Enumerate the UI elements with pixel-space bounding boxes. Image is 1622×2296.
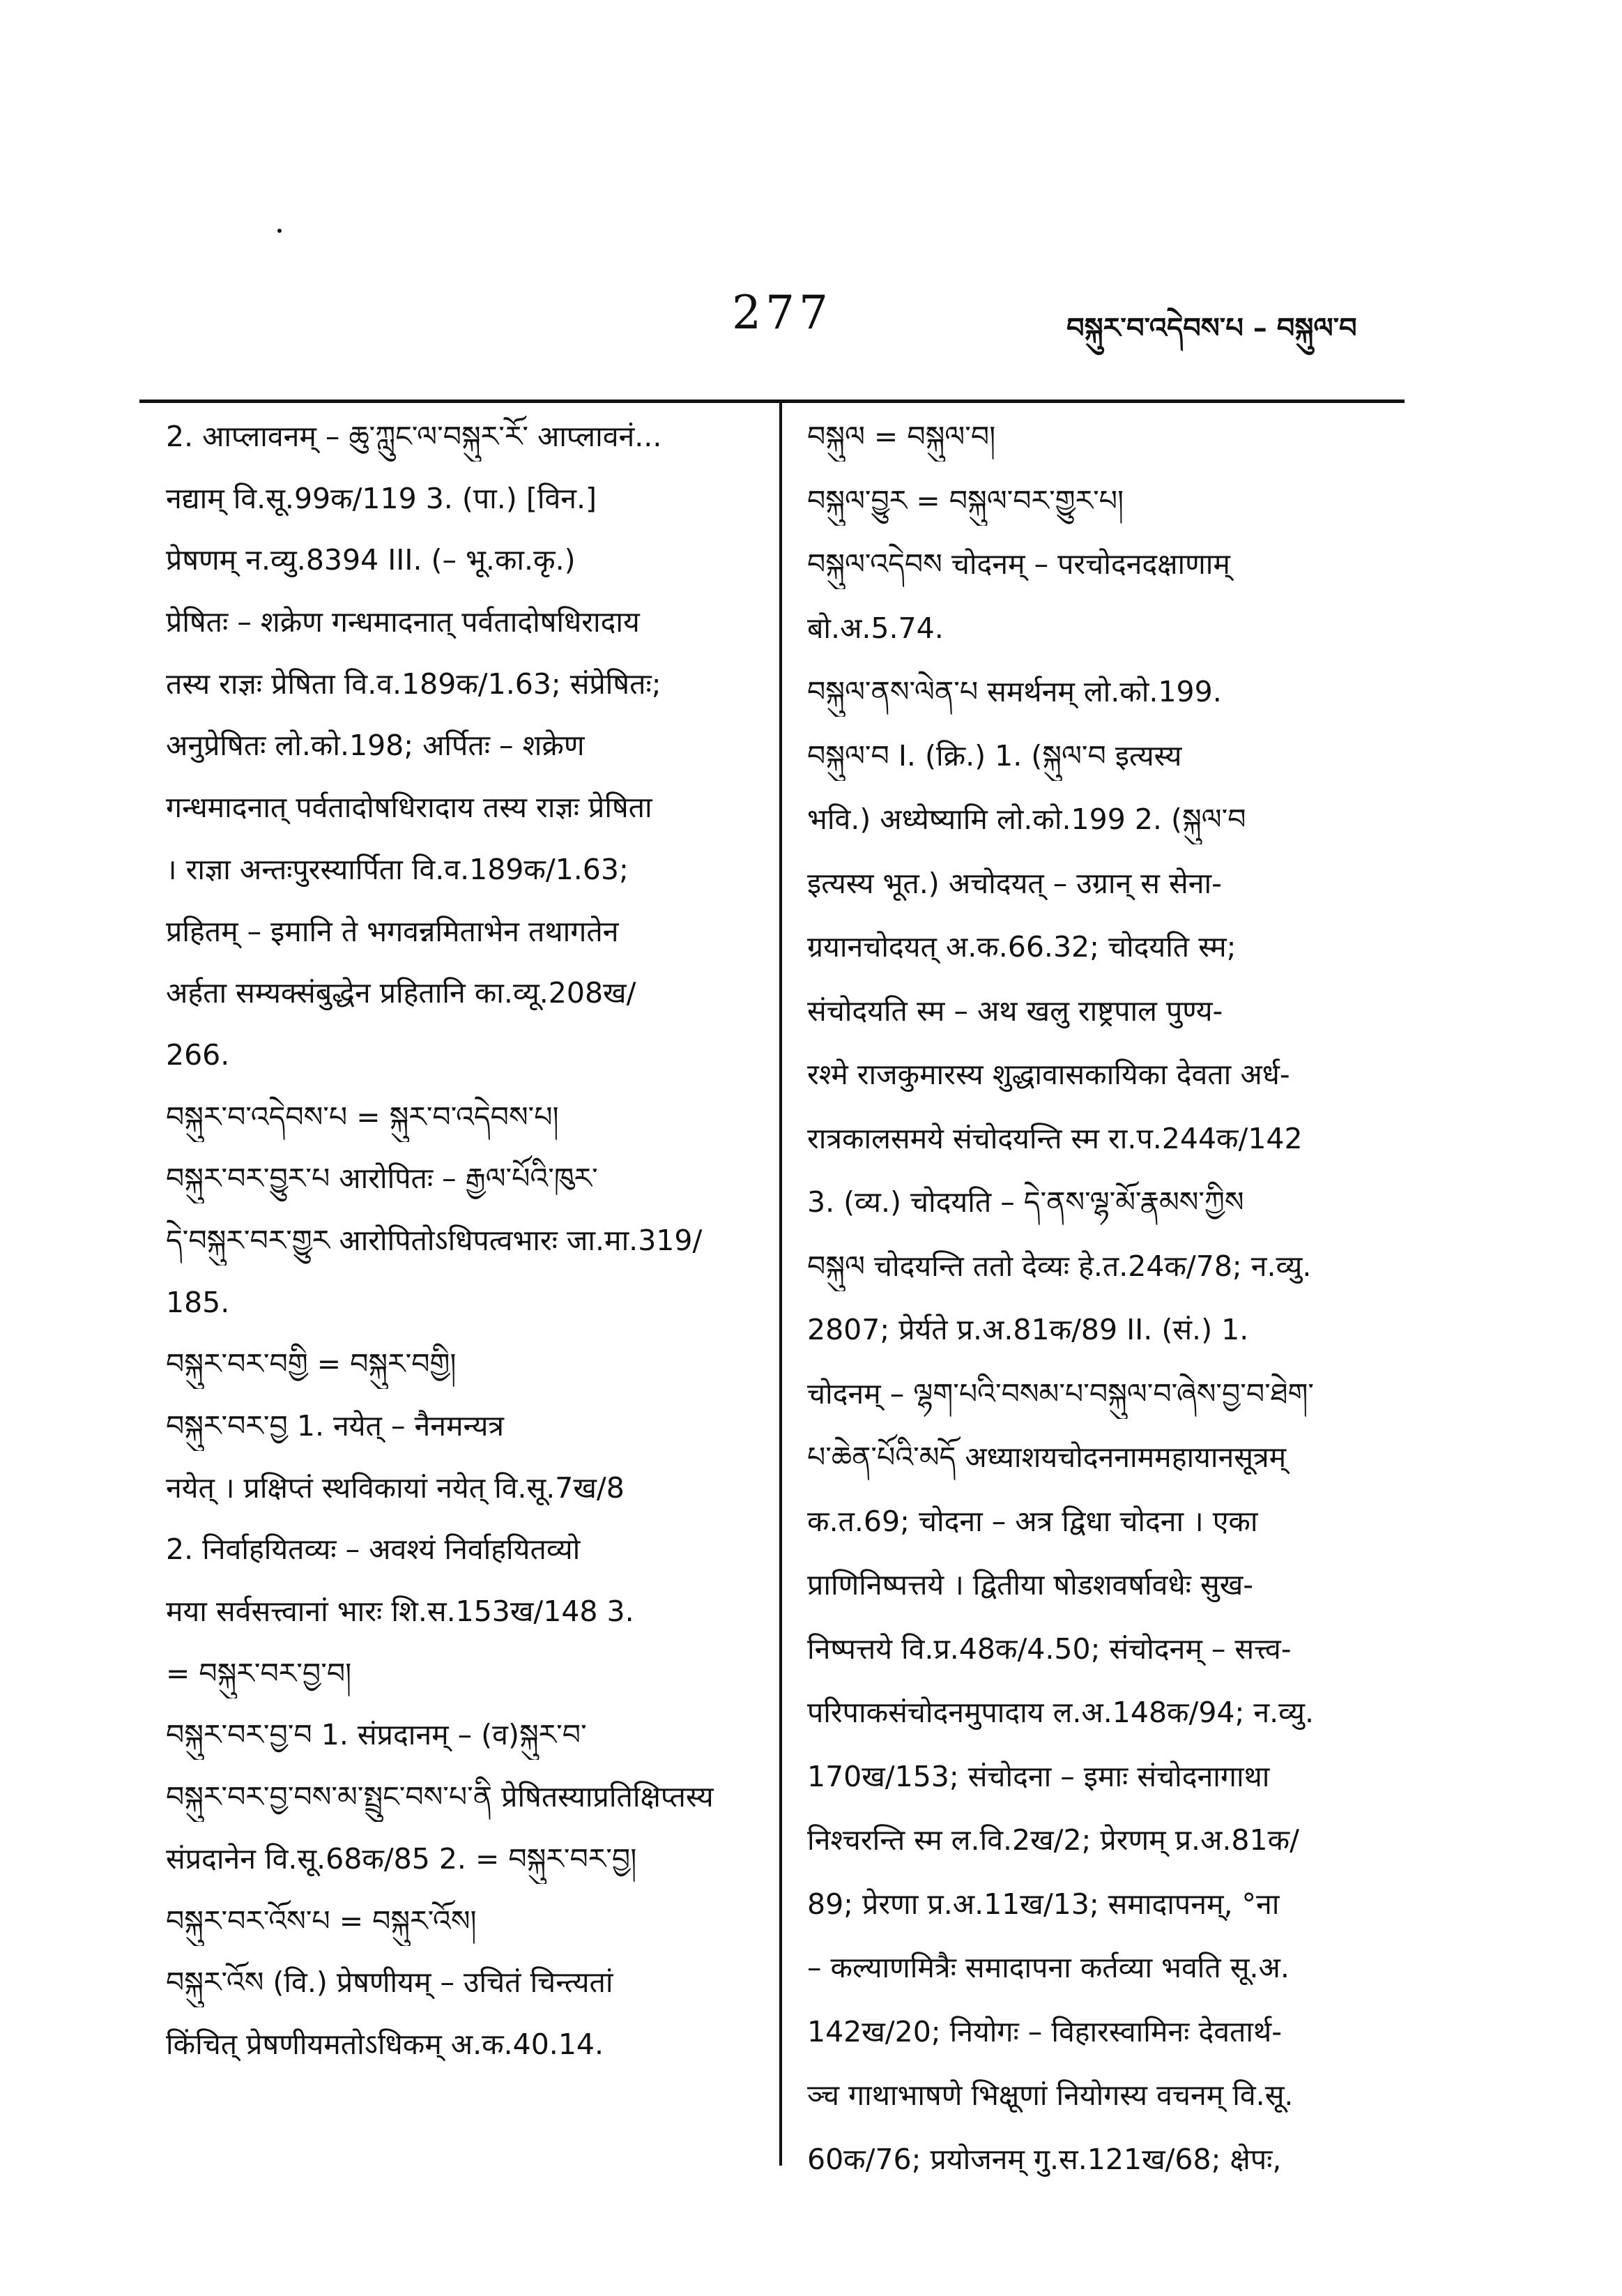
text-line: བསྐུར་བར་བགྱི = བསྐུར་བགྱི། xyxy=(166,1347,457,1381)
column-divider xyxy=(779,403,782,2166)
text-line: བསྐུར་བར་བྱ 1. नयेत् – नैनमन्यत्र xyxy=(166,1409,505,1443)
text-line: बो.अ.5.74. xyxy=(807,611,944,645)
text-line: 3. (व्य.) चोदयति – དེ་ནས་ལྷ་མོ་རྣམས་ཀྱིས xyxy=(807,1185,1244,1219)
text-line: 2807; प्रेर्यते प्र.अ.81क/89 II. (सं.) 1. xyxy=(807,1313,1249,1346)
text-line: भवि.) अध्येष्यामि लो.को.199 2. (སྐུལ་བ xyxy=(807,803,1246,836)
text-line: प्रेषितः – शक्रेण गन्धमादनात् पर्वतादोषधिरादाय xyxy=(166,605,640,639)
text-line: रात्रकालसमये संचोदयन्ति स्म रा.प.244क/142 xyxy=(807,1121,1303,1155)
top-rule xyxy=(139,400,1405,403)
text-line: नयेत् । प्रक्षिप्तं स्थविकायां नयेत् वि.सू.7ख/8 xyxy=(166,1470,625,1505)
text-line: 2. निर्वाहयितव्यः – अवश्यं निर्वाहयितव्यो xyxy=(166,1533,581,1567)
text-line: मया सर्वसत्त्वानां भारः शि.स.153ख/148 3. xyxy=(166,1595,634,1629)
text-line: བསྐུར་འོས (वि.) प्रेषणीयम् – उचितं चिन्त्यतां xyxy=(166,1966,613,2000)
text-line: प्रहितम् – इमानि ते भगवन्नमिताभेन तथागतेन xyxy=(166,914,619,948)
running-head: བསྐུར་བ་འདེབས་པ – བསྐུལ་བ xyxy=(1066,312,1357,344)
text-line: । राज्ञा अन्तःपुरस्यार्पिता वि.व.189क/1.63; xyxy=(166,852,629,886)
text-line: निश्चरन्ति स्म ल.वि.2ख/2; प्रेरणम् प्र.अ.81क/ xyxy=(807,1823,1299,1857)
text-line: तस्य राज्ञः प्रेषिता वि.व.189क/1.63; संप्रेषितः; xyxy=(166,667,661,701)
text-line: निष्पत्तये वि.प्र.48क/4.50; संचोदनम् – सत्त्व- xyxy=(807,1632,1292,1666)
text-line: བསྐུལ་འདེབས चोदनम् – परचोदनदक्षाणाम् xyxy=(807,547,1230,581)
left-column xyxy=(166,411,755,2081)
text-line: गन्धमादनात् पर्वतादोषधिरादाय तस्य राज्ञः प्रेषिता xyxy=(166,791,652,825)
text-line: संचोदयति स्म – अथ खलु राष्ट्रपाल पुण्य- xyxy=(807,994,1223,1028)
text-line: བསྐུར་བར་བྱུར་པ आरोपितः – རྒྱལ་པོའི་ཁུར་ xyxy=(166,1162,598,1196)
text-line: བསྐུལ चोदयन्ति ततो देव्यः हे.त.24क/78; न.व्यु. xyxy=(807,1249,1312,1283)
text-line: བསྐུལ་བ I. (क्रि.) 1. (སྐུལ་བ इत्यस्य xyxy=(807,738,1182,773)
text-line: अर्हता सम्यक्संबुद्धेन प्रहितानि का.व्यू.208ख/ xyxy=(166,976,636,1010)
text-line: 60क/76; प्रयोजनम् गु.स.121ख/68; क्षेपः, xyxy=(807,2142,1282,2176)
text-line: པ་ཆེན་པོའི་མདོ अध्याशयचोदननाममहायानसूत्रम् xyxy=(807,1440,1287,1474)
text-line: 89; प्रेरणा प्र.अ.11ख/13; समादापनम्, °ना xyxy=(807,1887,1280,1921)
text-line: བསྐུར་བར་བྱ་བས་མ་སྤྲུང་བས་པ་ནི प्रेषितस्याप्रतिक्षिप्तस्य xyxy=(166,1780,714,1814)
text-line: 170ख/153; संचोदना – इमाः संचोदनागाथा xyxy=(807,1759,1270,1793)
text-line: དེ་བསྐུར་བར་གྱུར आरोपितोऽधिपत्वभारः जा.मा.319/ xyxy=(166,1223,703,1257)
text-line: ञ्च गाथाभाषणे भिक्षूणां नियोगस्य वचनम् वि.सू. xyxy=(807,2078,1294,2112)
text-line: བསྐུལ = བསྐུལ་བ། xyxy=(807,420,996,453)
text-line: इत्यस्य भूत.) अचोदयत् – उग्रान् स सेना- xyxy=(807,866,1222,900)
page-dot xyxy=(277,229,282,233)
text-line: བསྐུར་བ་འདེབས་པ = སྐུར་བ་འདེབས་པ། xyxy=(166,1100,559,1134)
text-line: – कल्याणमित्रैः समादापना कर्तव्या भवति सू.अ. xyxy=(807,1951,1290,1984)
text-line: किंचित् प्रेषणीयमतोऽधिकम् अ.क.40.14. xyxy=(166,2027,604,2061)
right-column xyxy=(807,411,1396,2198)
text-line: བསྐུར་བར་འོས་པ = བསྐུར་འོས། xyxy=(166,1903,477,1938)
text-line: क.त.69; चोदना – अत्र द्विधा चोदना । एका xyxy=(807,1504,1258,1538)
text-line: रश्मे राजकुमारस्य शुद्धावासकायिका देवता अर्ध- xyxy=(807,1058,1290,1091)
text-line: संप्रदानेन वि.सू.68क/85 2. = བསྐུར་བར་བྱ། xyxy=(166,1841,637,1876)
text-line: प्राणिनिष्पत्तये । द्वितीया षोडशवर्षावधेः सुख- xyxy=(807,1568,1254,1602)
text-line: नद्याम् वि.सू.99क/119 3. (पा.) [विन.] xyxy=(166,481,597,515)
text-line: བསྐུལ་བྱུར = བསྐུལ་བར་གྱུར་པ། xyxy=(807,483,1124,517)
text-line: चोदनम् – ལྷག་པའི་བསམ་པ་བསྐུལ་བ་ཞེས་བྱ་བ་ཐེག་ xyxy=(807,1376,1314,1411)
text-line: 2. आप्लावनम् – ཆུ་ཀླུང་ལ་བསྐུར་རོ་ आप्लावनं... xyxy=(166,420,662,453)
text-line: 185. xyxy=(166,1285,230,1319)
text-line: ग्रयानचोदयत् अ.क.66.32; चोदयति स्म; xyxy=(807,930,1237,964)
page-number: 277 xyxy=(732,286,832,340)
text-line: 266. xyxy=(166,1037,230,1072)
text-line: = བསྐུར་བར་བྱ་བ། xyxy=(166,1656,352,1690)
text-line: 142ख/20; नियोगः – विहारस्वामिनः देवतार्थ- xyxy=(807,2014,1283,2048)
text-line: अनुप्रेषितः लो.को.198; अर्पितः – शक्रेण xyxy=(166,729,585,763)
text-line: བསྐུར་བར་བྱ་བ 1. संप्रदानम् – (व)སྐུར་བ་ xyxy=(166,1718,587,1752)
text-line: བསྐུལ་ནས་ལེན་པ समर्थनम् लो.को.199. xyxy=(807,675,1222,708)
text-line: प्रेषणम् न.व्यु.8394 III. (– भू.का.कृ.) xyxy=(166,543,576,577)
text-line: परिपाकसंचोदनमुपादाय ल.अ.148क/94; न.व्यु. xyxy=(807,1696,1314,1729)
